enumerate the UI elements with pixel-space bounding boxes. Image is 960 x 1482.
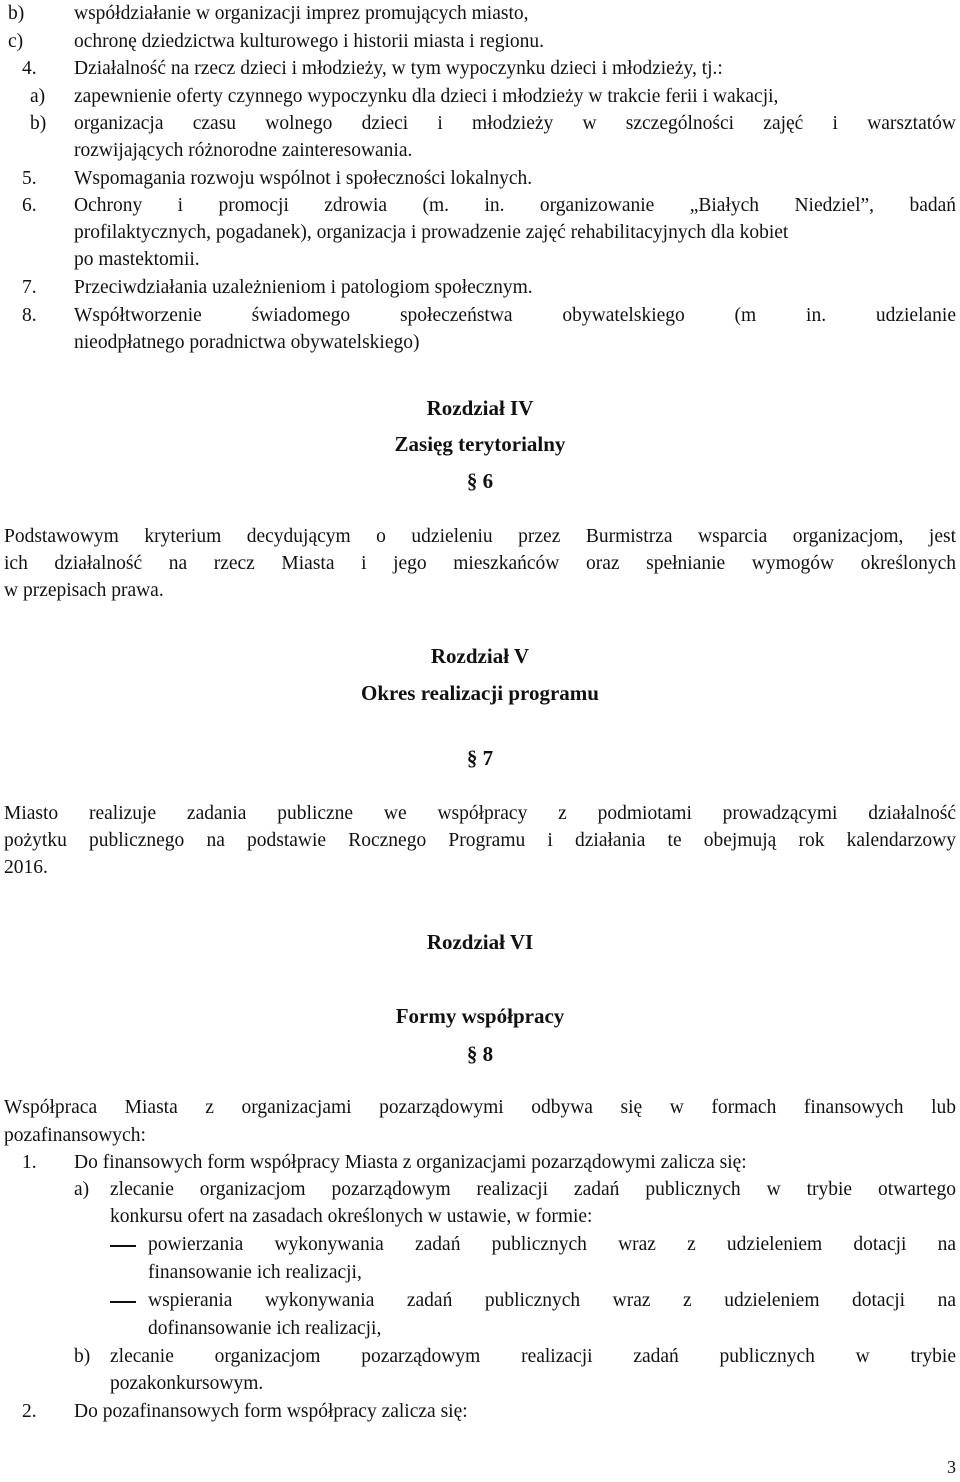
list-marker: a): [74, 1179, 90, 1200]
list-item: powierzania wykonywania zadań publicznych wraz z udzieleniem dotacji na: [148, 1234, 956, 1255]
list-item-continuation: finansowanie ich realizacji,: [148, 1262, 362, 1283]
chapter-title: Rozdział VI: [426, 930, 534, 954]
chapter-title: Rozdział V: [430, 644, 530, 668]
list-item-continuation: po mastektomii.: [74, 249, 200, 270]
list-marker: 2.: [22, 1401, 37, 1422]
list-item-continuation: nieodpłatnego poradnictwa obywatelskiego): [74, 332, 420, 353]
paragraph-line: pożytku publicznego na podstawie Rocznego Programu i działania te obejmują rok kalendarzowy: [4, 830, 956, 851]
list-item: Ochrony i promocji zdrowia (m. in. organizowanie „Białych Niedziel”, badań: [74, 195, 956, 216]
list-marker: 6.: [22, 195, 37, 216]
section-number: § 8: [466, 1042, 494, 1066]
list-item: zapewnienie oferty czynnego wypoczynku dla dzieci i młodzieży w trakcie ferii i wakacji,: [74, 86, 779, 107]
paragraph-line: Miasto realizuje zadania publiczne we współpracy z podmiotami prowadzącymi działalność: [4, 803, 956, 824]
list-marker: 8.: [22, 305, 37, 326]
list-marker: 5.: [22, 168, 37, 189]
list-item: ochronę dziedzictwa kulturowego i historii miasta i regionu.: [74, 31, 545, 52]
chapter-subtitle: Okres realizacji programu: [361, 681, 599, 705]
list-item-continuation: pozakonkursowym.: [110, 1373, 264, 1394]
list-marker: 7.: [22, 277, 37, 298]
paragraph-line: ich działalność na rzecz Miasta i jego mieszkańców oraz spełnianie wymogów określonych: [4, 553, 956, 574]
chapter-title: Rozdział IV: [426, 396, 534, 420]
list-marker: b): [8, 3, 25, 24]
dash-bullet: [110, 1233, 136, 1257]
list-item: zlecanie organizacjom pozarządowym realizacji zadań publicznych w trybie: [110, 1346, 956, 1367]
section-number: § 7: [466, 746, 494, 770]
paragraph-line: w przepisach prawa.: [4, 580, 164, 601]
list-item: wspierania wykonywania zadań publicznych wraz z udzieleniem dotacji na: [148, 1290, 956, 1311]
list-item: Przeciwdziałania uzależnieniom i patologiom społecznym.: [74, 277, 533, 298]
list-item: Wspomagania rozwoju wspólnot i społeczności lokalnych.: [74, 168, 533, 189]
list-item: organizacja czasu wolnego dzieci i młodzieży w szczególności zajęć i warsztatów: [74, 113, 956, 134]
list-item: Do finansowych form współpracy Miasta z organizacjami pozarządowymi zalicza się:: [74, 1152, 747, 1173]
section-number: § 6: [466, 469, 494, 493]
dash-bullet: [110, 1289, 136, 1313]
list-item-continuation: profilaktycznych, pogadanek), organizacja i prowadzenie zajęć rehabilitacyjnych dla kobiet: [74, 222, 789, 243]
paragraph-line: pozafinansowych:: [4, 1125, 146, 1146]
list-marker: 4.: [22, 58, 37, 79]
paragraph-line: Podstawowym kryterium decydującym o udzieleniu przez Burmistrza wsparcia organizacjom, jest: [4, 526, 956, 547]
list-marker: a): [30, 86, 46, 107]
list-item: Współtworzenie świadomego społeczeństwa obywatelskiego (m in. udzielanie: [74, 305, 956, 326]
list-marker: c): [8, 31, 24, 52]
chapter-subtitle: Zasięg terytorialny: [394, 432, 566, 456]
list-marker: b): [30, 113, 47, 134]
paragraph-line: 2016.: [4, 857, 48, 878]
list-marker: 1.: [22, 1152, 37, 1173]
list-item: Do pozafinansowych form współpracy zalicza się:: [74, 1401, 468, 1422]
paragraph-line: Współpraca Miasta z organizacjami pozarządowymi odbywa się w formach finansowych lub: [4, 1097, 956, 1118]
list-item: Działalność na rzecz dzieci i młodzieży, w tym wypoczynku dzieci i młodzieży, tj.:: [74, 58, 723, 79]
list-item: zlecanie organizacjom pozarządowym realizacji zadań publicznych w trybie otwartego: [110, 1179, 956, 1200]
list-item-continuation: dofinansowanie ich realizacji,: [148, 1318, 382, 1339]
list-item-continuation: konkursu ofert na zasadach określonych w ustawie, w formie:: [110, 1206, 593, 1227]
chapter-subtitle: Formy współpracy: [395, 1004, 565, 1028]
page-number: 3: [947, 1457, 956, 1477]
list-marker: b): [74, 1346, 91, 1367]
list-item: współdziałanie w organizacji imprez promujących miasto,: [74, 3, 529, 24]
list-item-continuation: rozwijających różnorodne zainteresowania.: [74, 140, 413, 161]
